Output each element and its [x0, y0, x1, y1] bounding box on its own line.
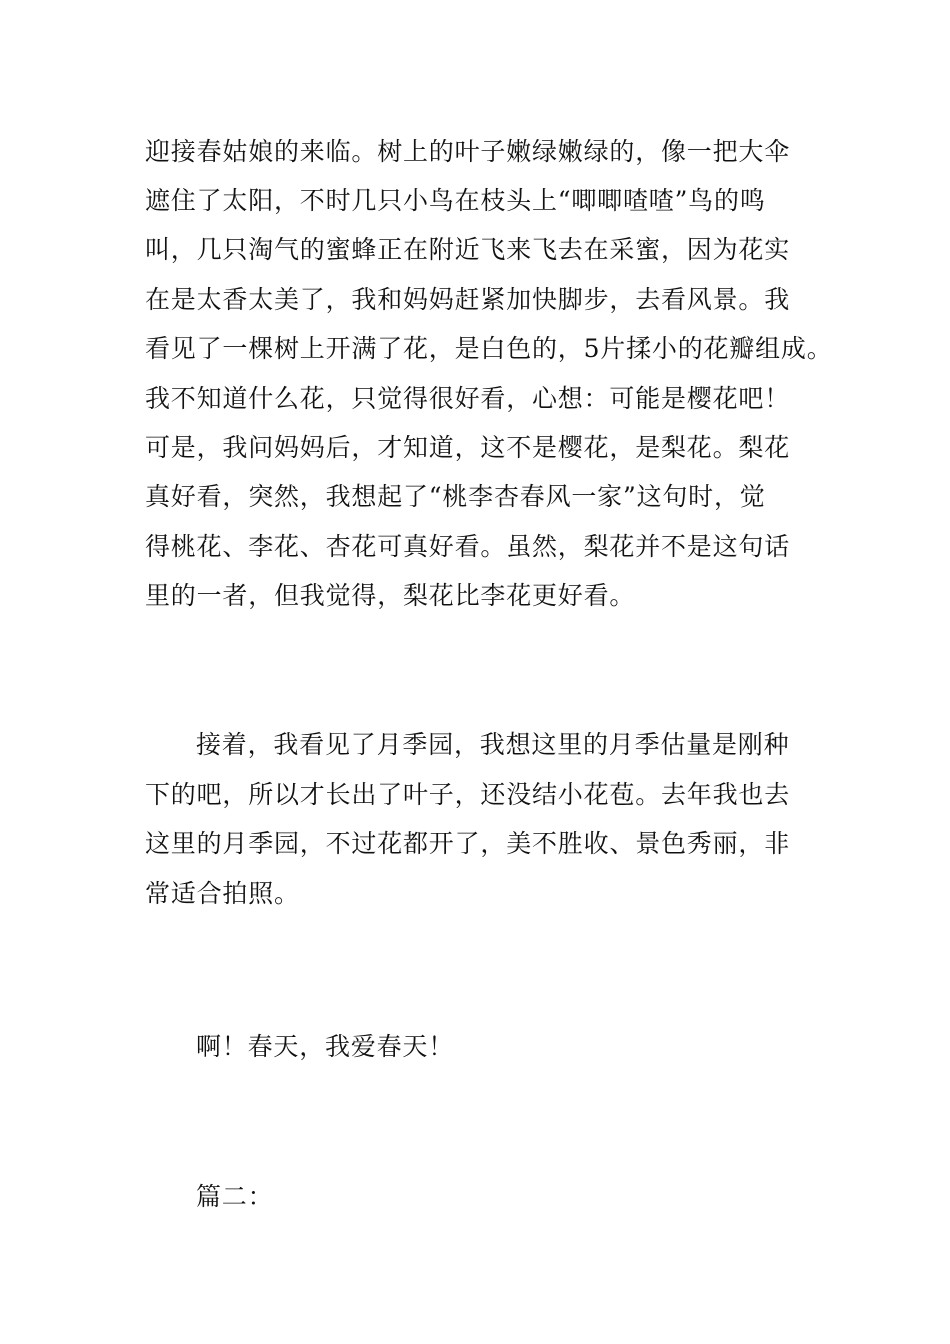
paragraph-2-line-2: 下的吧，所以才长出了叶子，还没结小花苞。去年我也去	[145, 780, 791, 809]
paragraph-1-line-10: 里的一者，但我觉得，梨花比李花更好看。	[145, 581, 636, 610]
paragraph-1-line-1: 迎接春姑娘的来临。树上的叶子嫩绿嫩绿的，像一把大伞	[145, 137, 791, 166]
paragraph-1-line-7: 可是，我问妈妈后，才知道，这不是樱花，是梨花。梨花	[145, 433, 791, 462]
paragraph-1-line-5: 看见了一棵树上开满了花，是白色的，5片揉小的花瓣组成。	[145, 334, 833, 363]
paragraph-1-line-4: 在是太香太美了，我和妈妈赶紧加快脚步，去看风景。我	[145, 285, 791, 314]
paragraph-2-line-3: 这里的月季园，不过花都开了，美不胜收、景色秀丽，非	[145, 829, 791, 858]
paragraph-1-line-2: 遮住了太阳，不时几只小鸟在枝头上“唧唧喳喳”鸟的鸣	[145, 186, 766, 215]
paragraph-1-line-9: 得桃花、李花、杏花可真好看。虽然，梨花并不是这句话	[145, 532, 791, 561]
paragraph-2-line-4: 常适合拍照。	[145, 879, 300, 908]
paragraph-3: 啊！春天，我爱春天！	[196, 1032, 455, 1061]
paragraph-1-line-8: 真好看，突然，我想起了“桃李杏春风一家”这句时，觉	[145, 482, 766, 511]
paragraph-1-line-6: 我不知道什么花，只觉得很好看，心想：可能是樱花吧！	[145, 384, 791, 413]
paragraph-1-line-3: 叫，几只淘气的蜜蜂正在附近飞来飞去在采蜜，因为花实	[145, 235, 791, 264]
paragraph-2-line-1: 接着，我看见了月季园，我想这里的月季估量是刚种	[196, 730, 790, 759]
section-heading: 篇二：	[196, 1182, 274, 1211]
